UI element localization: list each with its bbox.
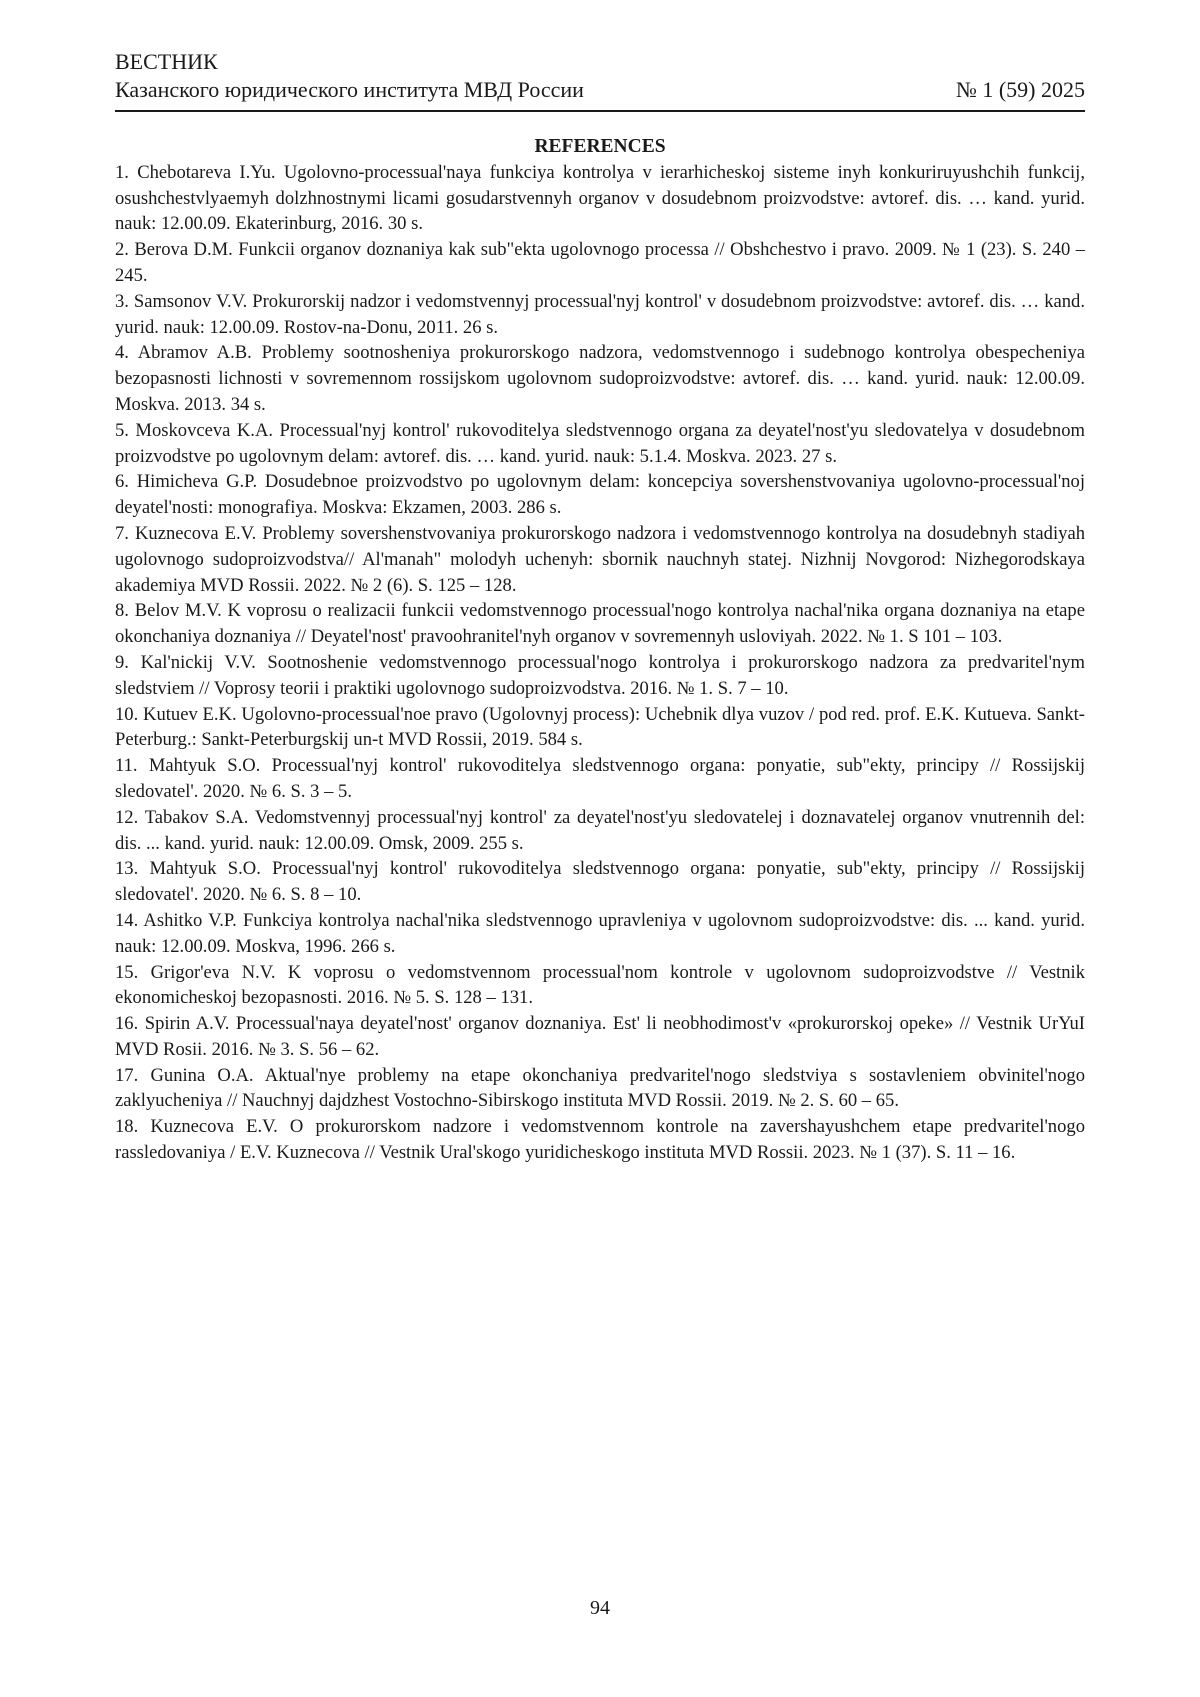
- reference-item: 9. Kal'nickij V.V. Sootnoshenie vedomstvennogo processual'nogo kontrolya i prokurorskogo nadzora za predvaritel'nym sledstviem // Voprosy teorii i praktiki ugolovnogo sudoproizvodstva. 2016. № 1. S. 7 – 10.: [115, 650, 1085, 702]
- header-line: [115, 76, 1085, 104]
- journal-name: ВЕСТНИК: [115, 48, 1085, 76]
- header-divider: [115, 110, 1085, 112]
- reference-item: 3. Samsonov V.V. Prokurorskij nadzor i vedomstvennyj processual'nyj kontrol' v dosudebnom proizvodstve: avtoref. dis. … kand. yurid. nauk: 12.00.09. Rostov-na-Donu, 2011. 26 s.: [115, 289, 1085, 341]
- reference-item: 16. Spirin A.V. Processual'naya deyatel'nost' organov doznaniya. Est' li neobhodimost'v «prokurorskoj opeke» // Vestnik UrYuI MVD Rosii. 2016. № 3. S. 56 – 62.: [115, 1011, 1085, 1063]
- references-title: REFERENCES: [115, 134, 1085, 160]
- references-section: [115, 134, 1085, 1166]
- reference-item: 7. Kuznecova E.V. Problemy sovershenstvovaniya prokurorskogo nadzora i vedomstvennogo kontrolya na dosudebnyh stadiyah ugolovnogo sudoproizvodstva// Al'manah" molodyh uchenyh: sbornik nauchnyh statej. Nizhnij Novgorod: Nizhegorodskaya akademiya MVD Rossii. 2022. № 2 (6). S. 125 – 128.: [115, 521, 1085, 598]
- references-list: [115, 160, 1085, 1166]
- reference-item: 17. Gunina O.A. Aktual'nye problemy na etape okonchaniya predvaritel'nogo sledstviya s sostavleniem obvinitel'nogo zaklyucheniya // Nauchnyj dajdzhest Vostochno-Sibirskogo instituta MVD Rossii. 2019. № 2. S. 60 – 65.: [115, 1063, 1085, 1115]
- running-header: [115, 48, 1085, 104]
- reference-item: 2. Berova D.M. Funkcii organov doznaniya kak sub"ekta ugolovnogo processa // Obshchestvo i pravo. 2009. № 1 (23). S. 240 – 245.: [115, 237, 1085, 289]
- issue-number: № 1 (59) 2025: [956, 76, 1085, 104]
- reference-item: 12. Tabakov S.A. Vedomstvennyj processual'nyj kontrol' za deyatel'nost'yu sledovatelej i doznavatelej organov vnutrennih del: dis. ... kand. yurid. nauk: 12.00.09. Omsk, 2009. 255 s.: [115, 805, 1085, 857]
- reference-item: 13. Mahtyuk S.O. Processual'nyj kontrol' rukovoditelya sledstvennogo organa: ponyatie, sub"ekty, principy // Rossijskij sledovatel'. 2020. № 6. S. 8 – 10.: [115, 856, 1085, 908]
- reference-item: 1. Chebotareva I.Yu. Ugolovno-processual'naya funkciya kontrolya v ierarhicheskoj sisteme inyh konkuriruyushchih funkcij, osushchestvlyaemyh dolzhnostnymi licami gosudarstvennyh organov v dosudebnom proizvodstve: avtoref. dis. … kand. yurid. nauk: 12.00.09. Ekaterinburg, 2016. 30 s.: [115, 160, 1085, 237]
- reference-item: 4. Abramov A.B. Problemy sootnosheniya prokurorskogo nadzora, vedomstvennogo i sudebnogo kontrolya obespecheniya bezopasnosti lichnosti v sovremennom rossijskom ugolovnom sudoproizvodstve: avtoref. dis. … kand. yurid. nauk: 12.00.09. Moskva. 2013. 34 s.: [115, 340, 1085, 417]
- reference-item: 5. Moskovceva K.A. Processual'nyj kontrol' rukovoditelya sledstvennogo organa za deyatel'nost'yu sledovatelya v dosudebnom proizvodstve po ugolovnym delam: avtoref. dis. … kand. yurid. nauk: 5.1.4. Moskva. 2023. 27 s.: [115, 418, 1085, 470]
- reference-item: 6. Himicheva G.P. Dosudebnoe proizvodstvo po ugolovnym delam: koncepciya sovershenstvovaniya ugolovno-processual'noj deyatel'nosti: monografiya. Moskva: Ekzamen, 2003. 286 s.: [115, 469, 1085, 521]
- reference-item: 18. Kuznecova E.V. O prokurorskom nadzore i vedomstvennom kontrole na zavershayushchem etape predvaritel'nogo rassledovaniya / E.V. Kuznecova // Vestnik Ural'skogo yuridicheskogo instituta MVD Rossii. 2023. № 1 (37). S. 11 – 16.: [115, 1114, 1085, 1166]
- page-number: 94: [0, 1597, 1200, 1620]
- institution-name: Казанского юридического института МВД России: [115, 76, 584, 104]
- reference-item: 10. Kutuev E.K. Ugolovno-processual'noe pravo (Ugolovnyj process): Uchebnik dlya vuzov / pod red. prof. E.K. Kutueva. Sankt-Peterburg.: Sankt-Peterburgskij un-t MVD Rossii, 2019. 584 s.: [115, 702, 1085, 754]
- reference-item: 11. Mahtyuk S.O. Processual'nyj kontrol' rukovoditelya sledstvennogo organa: ponyatie, sub"ekty, principy // Rossijskij sledovatel'. 2020. № 6. S. 3 – 5.: [115, 753, 1085, 805]
- reference-item: 15. Grigor'eva N.V. K voprosu o vedomstvennom processual'nom kontrole v ugolovnom sudoproizvodstve // Vestnik ekonomicheskoj bezopasnosti. 2016. № 5. S. 128 – 131.: [115, 960, 1085, 1012]
- reference-item: 8. Belov M.V. K voprosu o realizacii funkcii vedomstvennogo processual'nogo kontrolya nachal'nika organa doznaniya na etape okonchaniya doznaniya // Deyatel'nost' pravoohranitel'nyh organov v sovremennyh usloviyah. 2022. № 1. S 101 – 103.: [115, 598, 1085, 650]
- reference-item: 14. Ashitko V.P. Funkciya kontrolya nachal'nika sledstvennogo upravleniya v ugolovnom sudoproizvodstve: dis. ... kand. yurid. nauk: 12.00.09. Moskva, 1996. 266 s.: [115, 908, 1085, 960]
